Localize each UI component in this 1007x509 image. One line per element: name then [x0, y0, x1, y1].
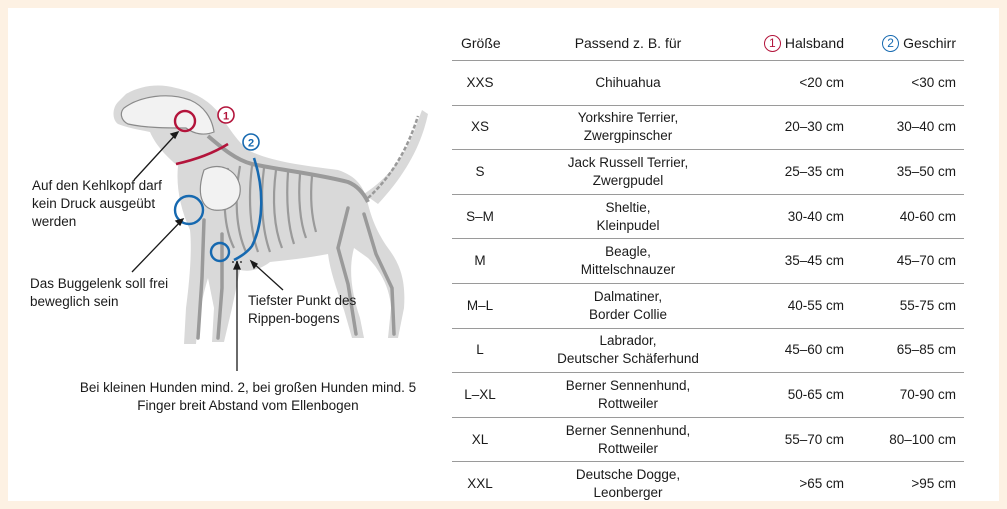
- cell-harness: <30 cm: [911, 74, 956, 90]
- table-row: [452, 238, 964, 283]
- cell-breed-line-2: Rottweiler: [597, 440, 659, 456]
- table-row: [452, 417, 964, 462]
- cell-breed-line-1: Labrador,: [599, 333, 657, 349]
- header-collar: [748, 35, 858, 52]
- cell-collar: 40-55 cm: [787, 297, 844, 313]
- cell-harness: 35–50 cm: [896, 163, 956, 179]
- dog-illustration: [8, 8, 448, 501]
- label-rib-point-note: Tiefster Punkt des Rippen-bogens: [248, 293, 357, 326]
- cell-harness: 70-90 cm: [899, 386, 956, 402]
- cell-breed-line-1: Berner Sennenhund,: [565, 377, 691, 393]
- label-shoulder-joint-note: Das Buggelenk soll frei beweglich sein: [30, 276, 169, 309]
- label-elbow-distance-note: Bei kleinen Hunden mind. 2, bei großen Hunden mind. 5 Finger breit Abstand vom Ellenbogen: [79, 380, 417, 413]
- cell-size: L: [476, 342, 484, 358]
- cell-collar: 25–35 cm: [784, 163, 844, 179]
- marker-1-text: 1: [222, 110, 230, 123]
- header-collar-label: Halsband: [784, 35, 844, 51]
- cell-breed-line-2: Leonberger: [593, 485, 663, 501]
- table-body: [452, 60, 964, 506]
- cell-harness: 45–70 cm: [896, 253, 956, 269]
- cell-collar: 45–60 cm: [784, 342, 844, 358]
- cell-size: M: [474, 253, 486, 269]
- cell-collar: 30-40 cm: [787, 208, 844, 224]
- cell-breed-line-1: Beagle,: [605, 244, 651, 260]
- cell-breed: [508, 109, 748, 145]
- cell-breed: [508, 422, 748, 458]
- cell-breed-line-2: Zwergpinscher: [583, 128, 673, 144]
- cell-breed: [508, 332, 748, 368]
- cell-breed-line-1: Jack Russell Terrier,: [567, 154, 689, 170]
- cell-harness: 40-60 cm: [899, 208, 956, 224]
- cell-breed: [508, 377, 748, 413]
- cell-collar: 35–45 cm: [784, 253, 844, 269]
- cell-harness: 55-75 cm: [899, 297, 956, 313]
- dog-tail: [364, 110, 428, 204]
- dog-skeleton-drawing: [8, 8, 448, 501]
- table-row: [452, 105, 964, 150]
- cell-size: S–M: [466, 208, 494, 224]
- size-table: [452, 26, 964, 506]
- cell-collar: >65 cm: [799, 476, 844, 492]
- table-row: [452, 149, 964, 194]
- cell-collar: 50-65 cm: [787, 386, 844, 402]
- cell-breed-line-2: Border Collie: [588, 306, 668, 322]
- cell-breed: [508, 199, 748, 235]
- table-row: [452, 194, 964, 239]
- cell-breed-line-2: Mittelschnauzer: [580, 262, 676, 278]
- cell-breed-line-1: Yorkshire Terrier,: [577, 110, 679, 126]
- cell-breed-line-1: Berner Sennenhund,: [565, 422, 691, 438]
- cell-harness: >95 cm: [911, 476, 956, 492]
- cell-size: S: [475, 163, 485, 179]
- cell-breed-line-2: Zwergpudel: [592, 172, 664, 188]
- header-harness-label: Geschirr: [903, 35, 956, 51]
- cell-harness: 30–40 cm: [896, 119, 956, 135]
- cell-size: XXS: [466, 74, 494, 90]
- marker-2-text: 2: [247, 137, 255, 150]
- table-header: [452, 26, 964, 60]
- cell-size: L–XL: [464, 386, 496, 402]
- cell-size: XS: [470, 119, 489, 135]
- cell-breed: [508, 243, 748, 279]
- cell-breed-line-1: Sheltie,: [605, 199, 651, 215]
- collar-number-icon: 1: [764, 35, 781, 52]
- table-row: [452, 372, 964, 417]
- header-breed: Passend z. B. für: [574, 35, 682, 51]
- cell-collar: 55–70 cm: [784, 431, 844, 447]
- cell-breed-line-1: Chihuahua: [595, 74, 661, 90]
- cell-breed-line-2: Rottweiler: [597, 395, 659, 411]
- table-row: [452, 283, 964, 328]
- label-larynx-note: Auf den Kehlkopf darf kein Druck ausgeübt werden: [32, 178, 162, 229]
- table-row: [452, 60, 964, 105]
- cell-size: M–L: [466, 297, 494, 313]
- cell-breed: [508, 74, 748, 92]
- cell-collar: <20 cm: [799, 74, 844, 90]
- cell-breed: [508, 466, 748, 502]
- cell-breed: [508, 288, 748, 324]
- cell-harness: 80–100 cm: [889, 431, 956, 447]
- cell-size: XL: [471, 431, 489, 447]
- cell-breed-line-1: Dalmatiner,: [593, 288, 663, 304]
- header-size: Größe: [461, 35, 501, 51]
- cell-harness: 65–85 cm: [896, 342, 956, 358]
- table-row: [452, 461, 964, 506]
- content-panel: [8, 8, 999, 501]
- cell-breed-line-1: Deutsche Dogge,: [575, 467, 681, 483]
- table-row: [452, 328, 964, 373]
- cell-breed-line-2: Kleinpudel: [596, 217, 660, 233]
- cell-breed-line-2: Deutscher Schäferhund: [557, 351, 699, 367]
- header-harness: [858, 35, 964, 52]
- cell-breed: [508, 154, 748, 190]
- cell-size: XXL: [467, 476, 493, 492]
- cell-collar: 20–30 cm: [784, 119, 844, 135]
- harness-number-icon: 2: [882, 35, 899, 52]
